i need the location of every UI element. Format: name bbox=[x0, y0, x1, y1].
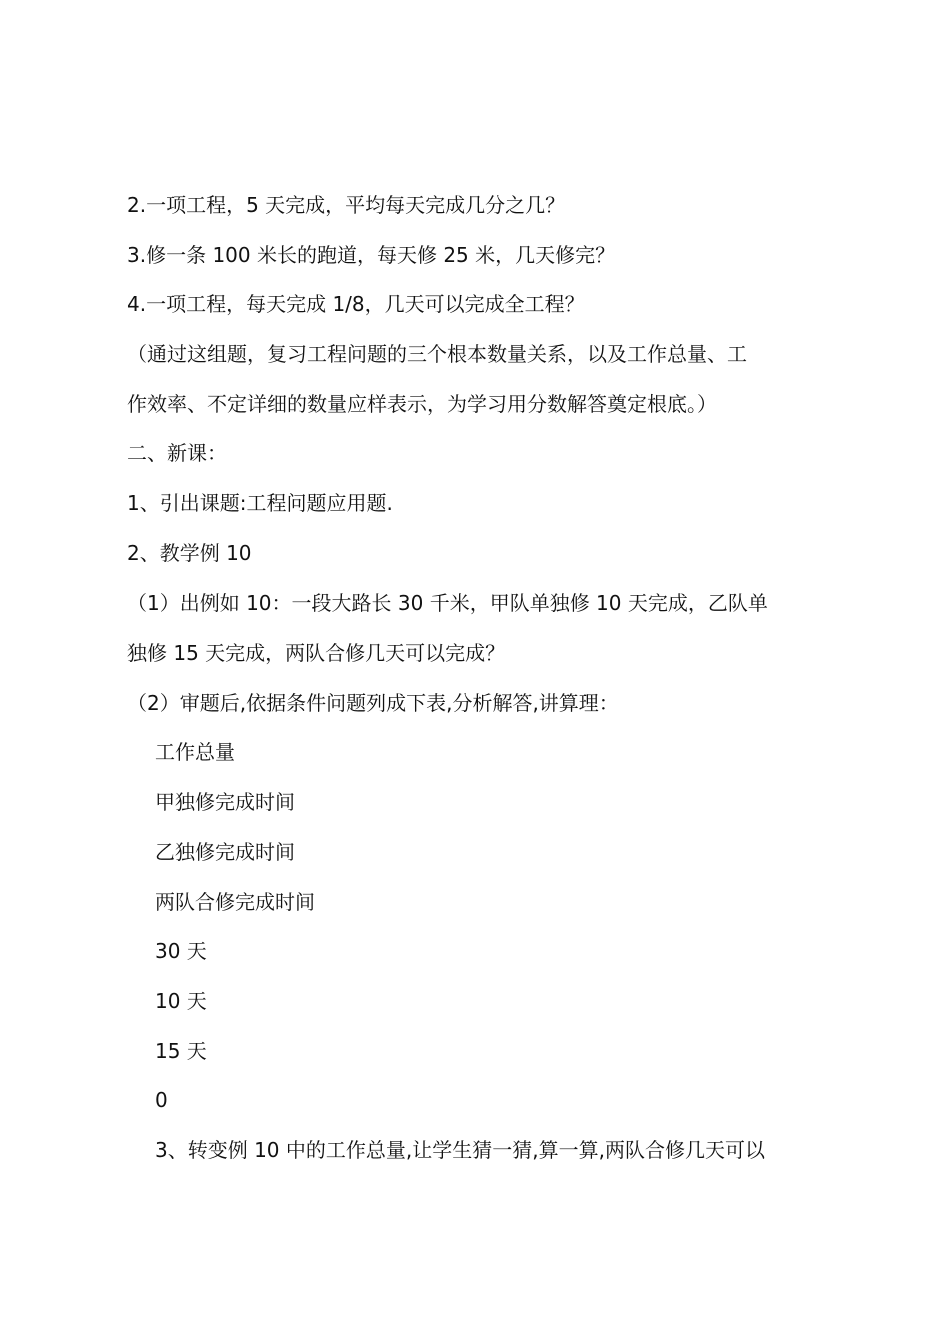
example-heading: 2、教学例 10 bbox=[127, 541, 252, 565]
lesson-topic: 1、引出课题:工程问题应用题. bbox=[127, 491, 393, 515]
table-label-combined-time: 两队合修完成时间 bbox=[155, 890, 315, 914]
table-value-team-a-time: 10 天 bbox=[155, 989, 207, 1013]
question-4: 4.一项工程，每天完成 1/8，几天可以完成全工程？ bbox=[127, 292, 585, 316]
table-label-team-b-time: 乙独修完成时间 bbox=[155, 840, 295, 864]
table-label-total-work: 工作总量 bbox=[155, 740, 235, 764]
table-value-combined-time: 0 bbox=[155, 1088, 168, 1112]
table-value-team-b-time: 15 天 bbox=[155, 1039, 207, 1063]
question-2: 2.一项工程，5 天完成，平均每天完成几分之几？ bbox=[127, 193, 566, 217]
review-note-line-1: （通过这组题，复习工程问题的三个根本数量关系，以及工作总量、工 bbox=[127, 342, 747, 366]
example-problem-line-2: 独修 15 天完成，两队合修几天可以完成？ bbox=[127, 641, 506, 665]
table-label-team-a-time: 甲独修完成时间 bbox=[155, 790, 295, 814]
review-note-line-2: 作效率、不定详细的数量应样表示，为学习用分数解答奠定根底。） bbox=[127, 392, 717, 416]
example-problem-line-1: （1）出例如 10：一段大路长 30 千米，甲队单独修 10 天完成，乙队单 bbox=[127, 591, 768, 615]
question-3: 3.修一条 100 米长的跑道，每天修 25 米，几天修完？ bbox=[127, 243, 616, 267]
analysis-instruction: （2）审题后,依据条件问题列成下表,分析解答,讲算理： bbox=[127, 691, 619, 715]
variation-exercise: 3、转变例 10 中的工作总量,让学生猜一猜,算一算,两队合修几天可以 bbox=[155, 1138, 765, 1162]
table-value-total-work: 30 天 bbox=[155, 939, 207, 963]
section-heading-new-lesson: 二、新课： bbox=[127, 441, 227, 465]
